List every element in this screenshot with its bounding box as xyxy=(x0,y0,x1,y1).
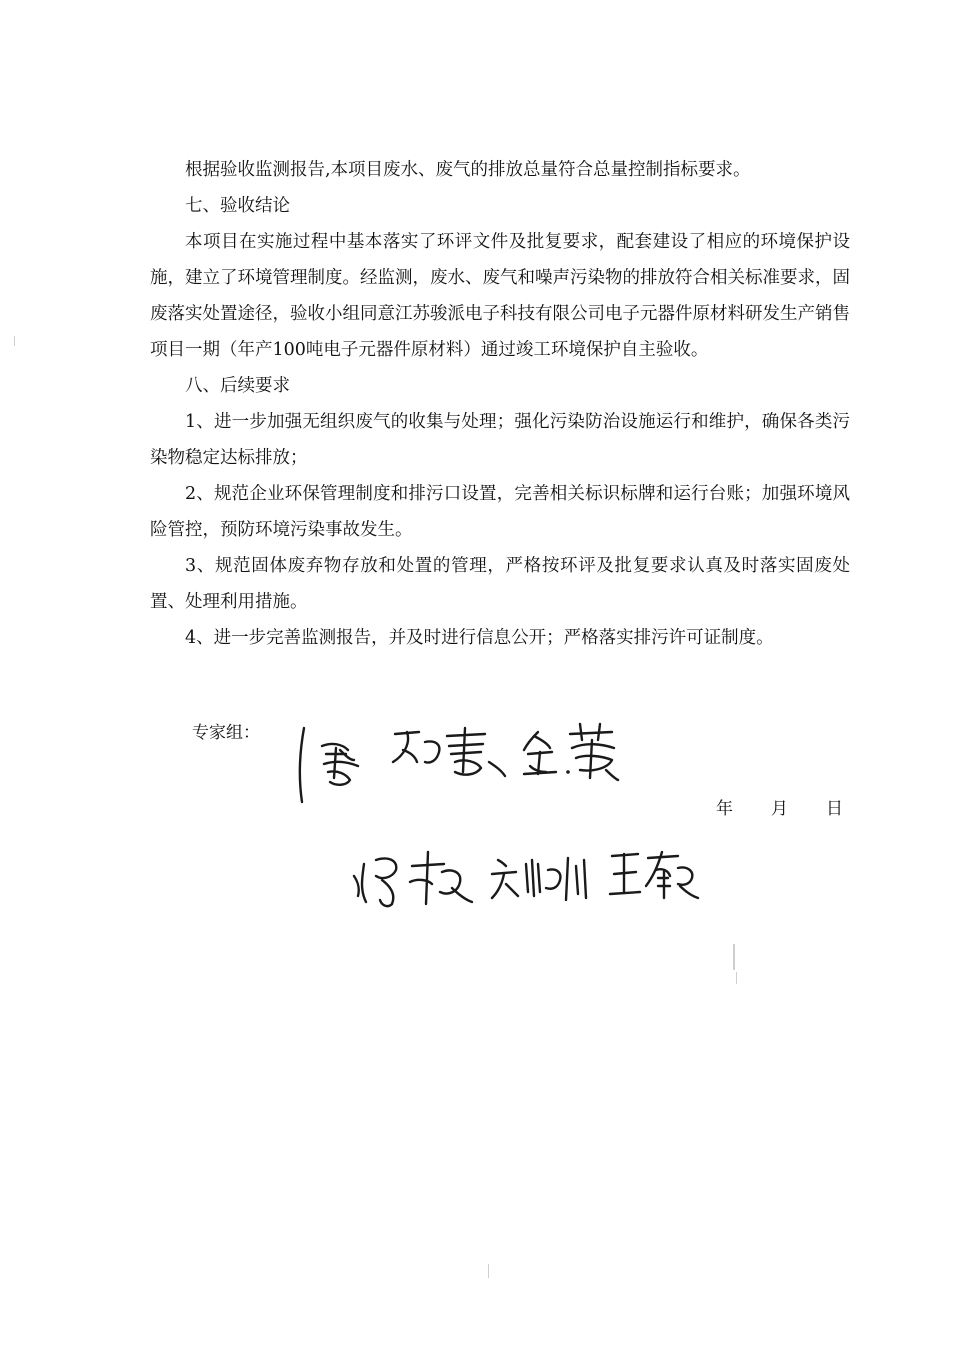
signature-expert-7 xyxy=(606,846,702,906)
paragraph-acceptance-conclusion: 本项目在实施过程中基本落实了环评文件及批复要求，配套建设了相应的环境保护设施，建立了环境管理制度。经监测，废水、废气和噪声污染物的排放符合相关标准要求，固废落实处置途径，验收小组同意江苏骏派电子科技有限公司电子元器件原材料研发生产销售项目一期（年产100吨电子元器件原材料）通过竣工环境保护自主验收。 xyxy=(150,232,850,360)
scan-artifact xyxy=(14,336,15,346)
signature-expert-1 xyxy=(288,720,378,810)
signature-expert-6 xyxy=(488,852,598,904)
scan-artifact xyxy=(733,944,735,970)
date-day-label: 日 xyxy=(826,799,843,819)
signature-expert-4 xyxy=(562,718,632,784)
heading-follow-up-requirements: 八、后续要求 xyxy=(185,376,290,396)
signature-expert-5 xyxy=(348,842,478,912)
scan-artifact xyxy=(736,972,737,984)
requirement-item-4: 4、进一步完善监测报告，并及时进行信息公开；严格落实排污许可证制度。 xyxy=(185,628,774,648)
expert-group-label: 专家组： xyxy=(192,723,260,743)
date-month-label: 月 xyxy=(771,799,788,819)
paragraph-total-emission: 根据验收监测报告,本项目废水、废气的排放总量符合总量控制指标要求。 xyxy=(185,160,751,180)
scan-artifact xyxy=(488,1264,489,1278)
heading-acceptance-conclusion: 七、验收结论 xyxy=(185,196,290,216)
signature-date xyxy=(716,794,843,819)
requirement-item-2: 2、规范企业环保管理制度和排污口设置，完善相关标识标牌和运行台账；加强环境风险管控，预防环境污染事故发生。 xyxy=(150,484,850,540)
document-body xyxy=(150,152,850,656)
requirement-item-3: 3、规范固体废弃物存放和处置的管理，严格按环评及批复要求认真及时落实固废处置、处理利用措施。 xyxy=(150,556,850,612)
requirement-item-1: 1、进一步加强无组织废气的收集与处理；强化污染防治设施运行和维护，确保各类污染物稳定达标排放； xyxy=(150,412,850,468)
date-year-label: 年 xyxy=(716,799,733,819)
signature-expert-2 xyxy=(385,722,525,782)
